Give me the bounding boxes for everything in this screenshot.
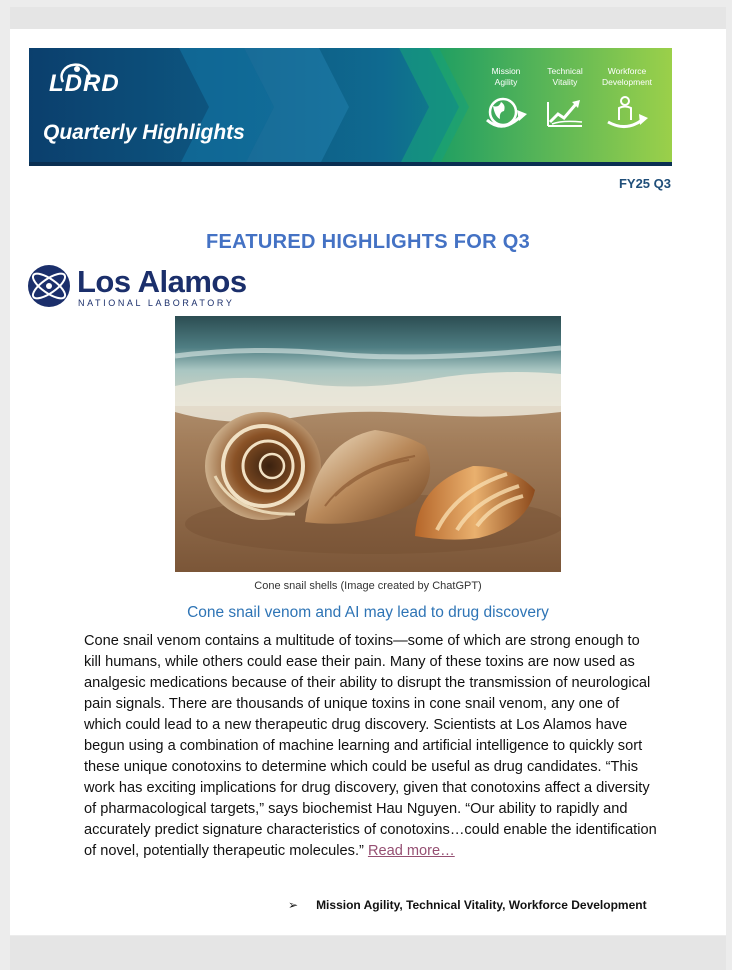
pillars-tag-line <box>288 898 647 912</box>
bottom-margin-bar <box>10 936 726 970</box>
banner-title: Quarterly Highlights <box>43 121 245 144</box>
los-alamos-logo <box>27 264 257 310</box>
pillar-mission-agility <box>478 66 534 130</box>
top-margin-bar <box>10 7 726 29</box>
pillar-label-line1: Workforce <box>607 66 647 76</box>
article-body-text: Cone snail venom contains a multitude of toxins—some of which are strong enough to kill humans, while others could ease their pain. Many of these toxins are now used as analgesic medications because of their ability to disrupt the transmission of neurological pain signals. There are thousands of unique toxins in cone snail venom, any one of which could lead to a new therapeutic drug discovery. Scientists at Los Alamos have begun using a combination of machine learning and artificial intelligence to quickly sort these unique conotoxins to determine which could be useful as drug candidates. “This work has exciting implications for drug discovery, given that conotoxins affect a diversity of pharmacological targets,” says biochemist Hau Nguyen. “Our ability to rapidly and accurately predict signature characteristics of conotoxins…could enable the identification of novel, potentially therapeutic molecules.” <box>84 633 657 859</box>
ldrd-banner <box>29 48 672 166</box>
pillar-label-line1: Mission <box>491 66 521 76</box>
growth-chart-icon <box>542 94 588 130</box>
pillar-label-line2: Vitality <box>552 77 578 87</box>
lab-name: Los Alamos <box>77 264 247 299</box>
pillars-tag-text: Mission Agility, Technical Vitality, Workforce Development <box>316 898 647 912</box>
ldrd-logo: LDRD <box>49 70 120 97</box>
article-title: Cone snail venom and AI may lead to drug discovery <box>187 604 549 621</box>
pillar-technical-vitality <box>537 66 593 130</box>
pillar-workforce-development <box>599 66 655 130</box>
arrow-bullet-icon: ➢ <box>288 898 299 912</box>
section-heading: FEATURED HIGHLIGHTS FOR Q3 <box>205 231 531 253</box>
pillar-label-line1: Technical <box>547 66 583 76</box>
article-body <box>84 631 658 862</box>
lab-subtitle: NATIONAL LABORATORY <box>78 298 235 308</box>
pillar-label-line2: Development <box>601 77 653 87</box>
cone-snail-shells-image <box>175 316 561 572</box>
atom-globe-icon <box>27 264 71 308</box>
fiscal-quarter-label: FY25 Q3 <box>618 176 671 191</box>
image-caption: Cone snail shells (Image created by ChatGPT) <box>254 580 482 592</box>
document-page <box>10 29 726 935</box>
pillar-label-line2: Agility <box>494 77 518 87</box>
globe-arrow-icon <box>483 94 529 130</box>
person-arrow-icon <box>604 94 650 130</box>
read-more-link[interactable]: Read more… <box>367 843 455 859</box>
